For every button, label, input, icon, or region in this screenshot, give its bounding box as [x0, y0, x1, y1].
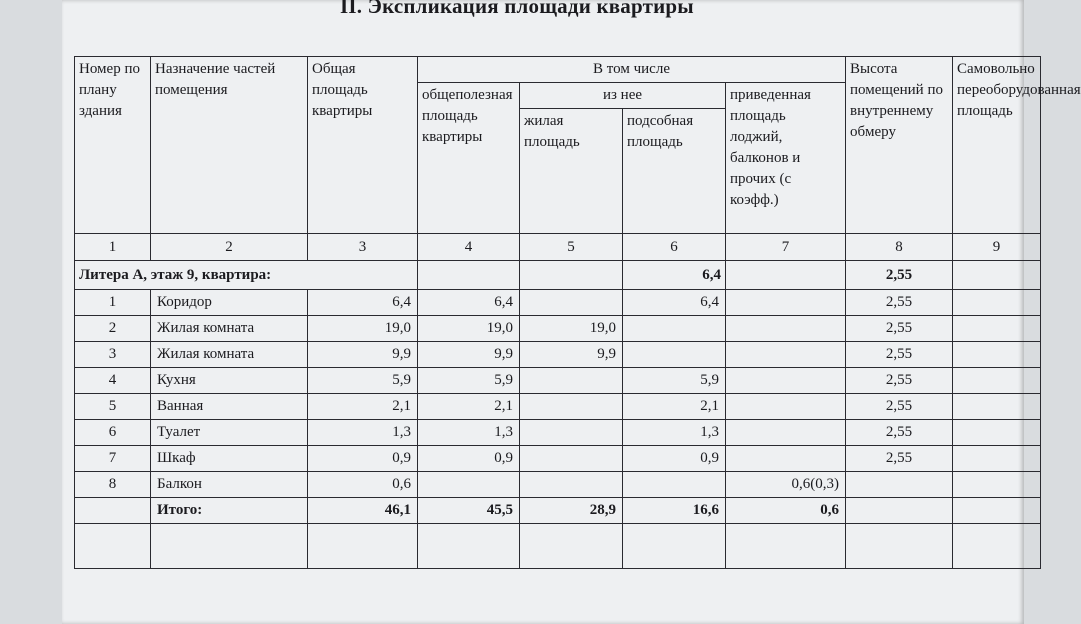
- cell-useful: 5,9: [418, 368, 520, 394]
- cell-height: 2,55: [846, 368, 953, 394]
- table-row: [75, 316, 1041, 342]
- cell-unauthorized: [953, 472, 1041, 498]
- cell-number: 1: [75, 290, 151, 316]
- cell-useful: [418, 472, 520, 498]
- cell-useful: 19,0: [418, 316, 520, 342]
- cell-balcony: [726, 290, 846, 316]
- cell-height: 2,55: [846, 290, 953, 316]
- cell-height: 2,55: [846, 261, 953, 290]
- col-number: 2: [151, 234, 308, 261]
- cell-living: [520, 446, 623, 472]
- cell-height: [846, 472, 953, 498]
- cell-aux: [623, 342, 726, 368]
- header-unauthorized-area: Самовольно переоборудованная площадь: [953, 57, 1041, 234]
- cell-aux: 6,4: [623, 261, 726, 290]
- total-living: 28,9: [520, 498, 623, 524]
- header-auxiliary-area: подсобная площадь: [623, 109, 726, 234]
- cell-aux: 1,3: [623, 420, 726, 446]
- area-explication-table: [74, 56, 1081, 569]
- cell-useful: 2,1: [418, 394, 520, 420]
- cell-aux: 0,9: [623, 446, 726, 472]
- cell-living: [520, 368, 623, 394]
- cell-number: 5: [75, 394, 151, 420]
- cell-number: 3: [75, 342, 151, 368]
- cell-balcony: [726, 368, 846, 394]
- col-number: 8: [846, 234, 953, 261]
- cell-name: Жилая комната: [151, 342, 308, 368]
- cell-aux: 5,9: [623, 368, 726, 394]
- cell-total: 5,9: [308, 368, 418, 394]
- header-total-area: Общая площадь квартиры: [308, 57, 418, 234]
- cell-balcony: [726, 342, 846, 368]
- col-number: 7: [726, 234, 846, 261]
- header-including: В том числе: [418, 57, 846, 83]
- cell-unauthorized: [953, 420, 1041, 446]
- table-row: [75, 394, 1041, 420]
- cell-name: Балкон: [151, 472, 308, 498]
- header-useful-area: общеполезная площадь квартиры: [418, 83, 520, 234]
- cell-total: 1,3: [308, 420, 418, 446]
- cell-number: 2: [75, 316, 151, 342]
- cell-name: Жилая комната: [151, 316, 308, 342]
- cell-balcony: [726, 316, 846, 342]
- total-balcony: 0,6: [726, 498, 846, 524]
- cell-unauthorized: [953, 446, 1041, 472]
- cell-height: 2,55: [846, 420, 953, 446]
- cell-number: 6: [75, 420, 151, 446]
- table-row: [75, 446, 1041, 472]
- cell-living: [520, 420, 623, 446]
- cell-aux: 6,4: [623, 290, 726, 316]
- cell-total: 6,4: [308, 290, 418, 316]
- cell-living: [520, 394, 623, 420]
- cell-height: 2,55: [846, 394, 953, 420]
- cell-living: 19,0: [520, 316, 623, 342]
- header-of-which: из нее: [520, 83, 726, 109]
- table-row: [75, 290, 1041, 316]
- cell-name: Шкаф: [151, 446, 308, 472]
- table-row: [75, 472, 1041, 498]
- cell-total: 0,6: [308, 472, 418, 498]
- total-useful: 45,5: [418, 498, 520, 524]
- cell-unauthorized: [953, 368, 1041, 394]
- col-number: 1: [75, 234, 151, 261]
- col-number: 6: [623, 234, 726, 261]
- total-aux: 16,6: [623, 498, 726, 524]
- cell-name: Туалет: [151, 420, 308, 446]
- table-row: [75, 342, 1041, 368]
- total-row: [75, 498, 1041, 524]
- cell-total: 9,9: [308, 342, 418, 368]
- cell-balcony: [726, 394, 846, 420]
- cell-useful: 1,3: [418, 420, 520, 446]
- cell-unauthorized: [953, 290, 1041, 316]
- cell-height: 2,55: [846, 316, 953, 342]
- cell-useful: 6,4: [418, 290, 520, 316]
- cell-balcony: [726, 420, 846, 446]
- cell-aux: [623, 316, 726, 342]
- cell-unauthorized: [953, 394, 1041, 420]
- cell-name: Ванная: [151, 394, 308, 420]
- total-label: Итого:: [151, 498, 308, 524]
- header-height: Высота помещений по внутреннему обмеру: [846, 57, 953, 234]
- cell-balcony: 0,6(0,3): [726, 472, 846, 498]
- table-row: [75, 368, 1041, 394]
- header-living-area: жилая площадь: [520, 109, 623, 234]
- header-reduced-area: приведенная площадь лоджий, балконов и прочих (с коэфф.): [726, 83, 846, 234]
- cell-aux: 2,1: [623, 394, 726, 420]
- cell-height: 2,55: [846, 342, 953, 368]
- col-number: 9: [953, 234, 1041, 261]
- document-title: II. Экспликация площади квартиры: [340, 0, 694, 18]
- header-room-purpose: Назначение частей помещения: [151, 57, 308, 234]
- cell-total: 0,9: [308, 446, 418, 472]
- cell-total: 2,1: [308, 394, 418, 420]
- col-number: 4: [418, 234, 520, 261]
- cell-name: Кухня: [151, 368, 308, 394]
- cell-total: 19,0: [308, 316, 418, 342]
- cell-number: 7: [75, 446, 151, 472]
- col-number: 3: [308, 234, 418, 261]
- total-total: 46,1: [308, 498, 418, 524]
- section-heading: Литера А, этаж 9, квартира:: [75, 261, 418, 290]
- header-plan-number: Номер по плану здания: [75, 57, 151, 234]
- cell-unauthorized: [953, 342, 1041, 368]
- cell-unauthorized: [953, 316, 1041, 342]
- cell-number: 8: [75, 472, 151, 498]
- cell-living: [520, 472, 623, 498]
- cell-height: 2,55: [846, 446, 953, 472]
- column-number-row: [75, 234, 1041, 261]
- cell-name: Коридор: [151, 290, 308, 316]
- table-row: [75, 420, 1041, 446]
- cell-number: 4: [75, 368, 151, 394]
- cell-living: 9,9: [520, 342, 623, 368]
- cell-living: [520, 290, 623, 316]
- cell-useful: 0,9: [418, 446, 520, 472]
- cell-aux: [623, 472, 726, 498]
- col-number: 5: [520, 234, 623, 261]
- cell-balcony: [726, 446, 846, 472]
- empty-row: [75, 524, 1041, 569]
- cell-useful: 9,9: [418, 342, 520, 368]
